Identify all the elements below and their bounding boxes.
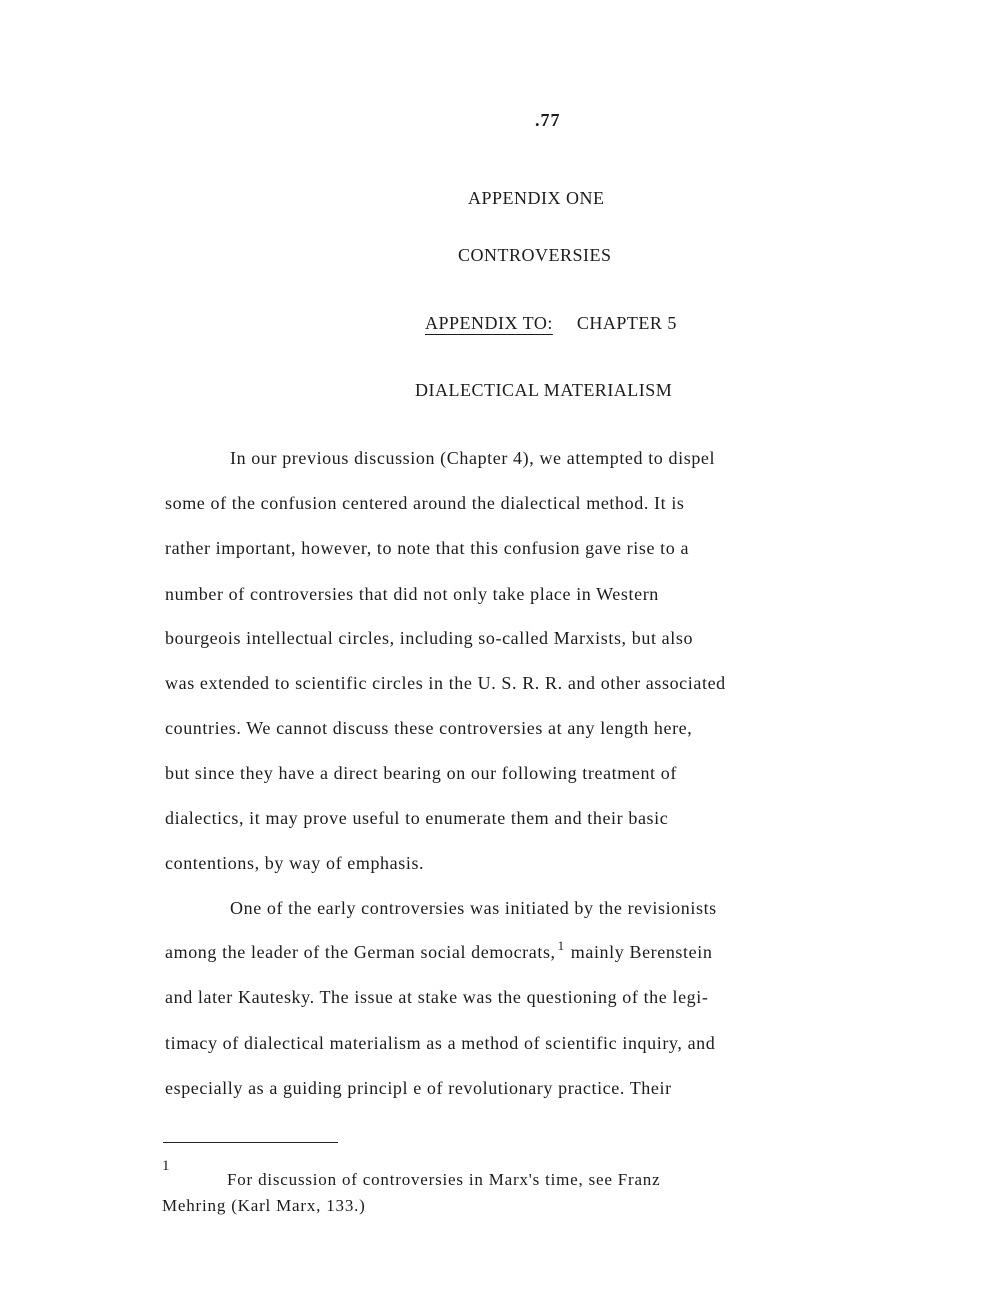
page-number: .77 [535, 110, 561, 130]
paragraph-line: contentions, by way of emphasis. [165, 853, 425, 873]
paragraph-line [165, 938, 713, 963]
paragraph-line: In our previous discussion (Chapter 4), we attempted to dispel [230, 448, 716, 468]
footnote-rule [163, 1142, 338, 1143]
paragraph-line: bourgeois intellectual circles, including so-called Marxists, but also [165, 628, 694, 648]
appendix-to-heading [425, 313, 677, 334]
footnote-line: For discussion of controversies in Marx's time, see Franz [227, 1170, 661, 1189]
chapter-label: CHAPTER 5 [576, 313, 677, 333]
topic-heading: DIALECTICAL MATERIALISM [415, 380, 673, 400]
footnote-reference: 1 [557, 938, 565, 953]
appendix-heading: APPENDIX ONE [468, 188, 605, 208]
line-text: mainly Berenstein [570, 942, 713, 962]
paragraph-line: dialectics, it may prove useful to enumerate them and their basic [165, 808, 669, 828]
paragraph-line: One of the early controversies was initiated by the revisionists [230, 898, 717, 918]
paragraph-line: some of the confusion centered around the dialectical method. It is [165, 493, 685, 513]
footnote-line: Mehring (Karl Marx, 133.) [162, 1196, 366, 1215]
paragraph-line: and later Kautesky. The issue at stake was the questioning of the legi- [165, 987, 709, 1007]
appendix-to-label: APPENDIX TO: [425, 313, 553, 333]
paragraph-line: timacy of dialectical materialism as a method of scientific inquiry, and [165, 1033, 716, 1053]
paragraph-line: but since they have a direct bearing on our following treatment of [165, 763, 677, 783]
line-text: among the leader of the German social democrats, [165, 942, 556, 962]
footnote-number: 1 [162, 1158, 171, 1174]
controversies-heading: CONTROVERSIES [458, 245, 612, 265]
paragraph-line: rather important, however, to note that this confusion gave rise to a [165, 538, 690, 558]
paragraph-line: especially as a guiding principl e of revolutionary practice. Their [165, 1078, 672, 1098]
paragraph-line: countries. We cannot discuss these controversies at any length here, [165, 718, 693, 738]
paragraph-line: was extended to scientific circles in the U. S. R. R. and other associated [165, 673, 726, 693]
paragraph-line: number of controversies that did not only take place in Western [165, 584, 659, 604]
